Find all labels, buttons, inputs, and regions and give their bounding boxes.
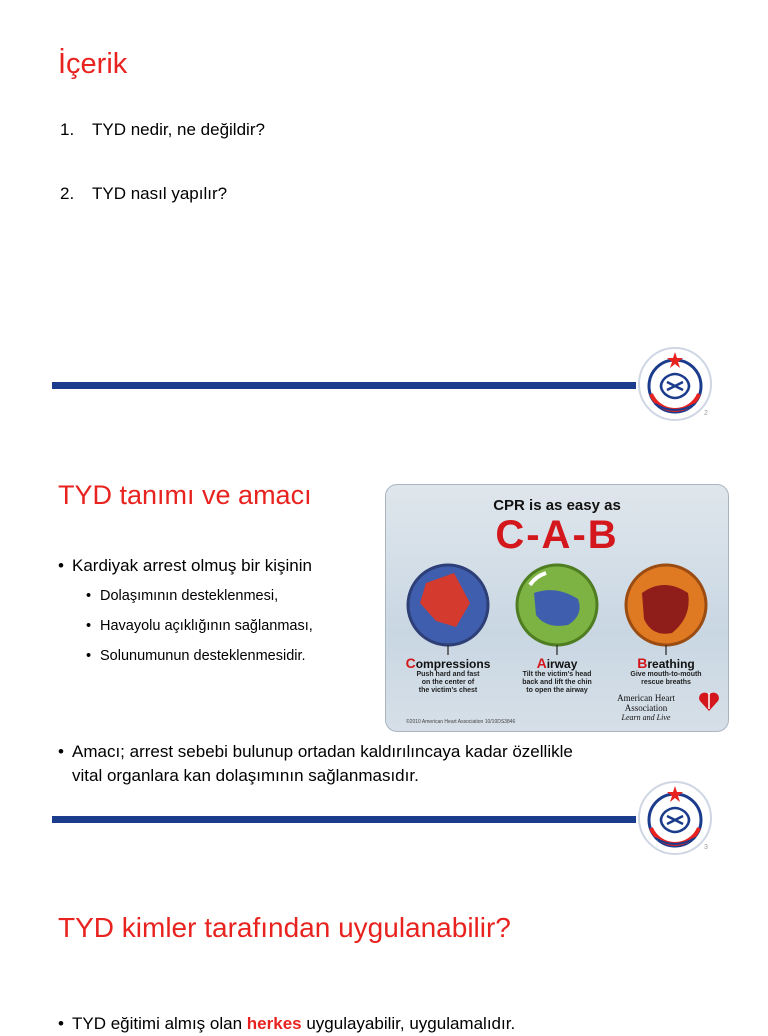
sub-bullet-item: • Dolaşımının desteklenmesi, (86, 588, 279, 604)
page-number: 3 (704, 844, 708, 851)
bullet-item: • Amacı; arrest sebebi bulunup ortadan kaldırılıncaya kadar özellikle (58, 742, 573, 761)
poster-cab: C-A-B (495, 513, 619, 557)
aha-wordmark: American Heart Association Learn and Live (617, 693, 675, 722)
slide-2 (0, 432, 768, 862)
slide-3 (0, 862, 768, 1033)
page-number: 2 (704, 410, 708, 417)
bullet-item: • Kardiyak arrest olmuş bir kişinin (58, 556, 312, 575)
bullet-item: • TYD eğitimi almış olan herkes uygulayabilir, uygulamalıdır. (58, 1014, 516, 1033)
bullet-item-continuation: vital organlara kan dolaşımının sağlanmasıdır. (72, 766, 419, 785)
sub-bullet-item: • Havayolu açıklığının sağlanması, (86, 618, 313, 634)
poster-step-compressions: Compressions Push hard and fast on the center of the victim's chest (405, 655, 491, 694)
poster-step-airway: Airway Tilt the victim's head back and lift the chin to open the airway (522, 655, 592, 694)
list-item: 2. TYD nasıl yapılır? (60, 184, 228, 203)
list-item: 1. TYD nedir, ne değildir? (60, 120, 265, 139)
footer-bar (52, 382, 636, 389)
slide-title: TYD tanımı ve amacı (58, 480, 312, 510)
organization-logo-icon (637, 346, 713, 422)
sub-bullet-item: • Solunumunun desteklenmesidir. (86, 648, 306, 664)
cpr-step-illustrations (396, 563, 718, 647)
poster-step-breathing: Breathing Give mouth-to-mouth rescue breaths (630, 655, 702, 686)
slide-title: İçerik (58, 48, 128, 80)
footer-bar (52, 816, 636, 823)
poster-copyright: ©2010 American Heart Association 10/10DS3846 (406, 719, 516, 725)
cpr-cab-poster (385, 484, 729, 732)
organization-logo-icon (637, 780, 713, 856)
poster-heading: CPR is as easy as (493, 497, 621, 514)
aha-heart-torch-icon (698, 689, 720, 713)
slide-title: TYD kimler tarafından uygulanabilir? (58, 912, 511, 943)
slide-1 (0, 0, 768, 432)
